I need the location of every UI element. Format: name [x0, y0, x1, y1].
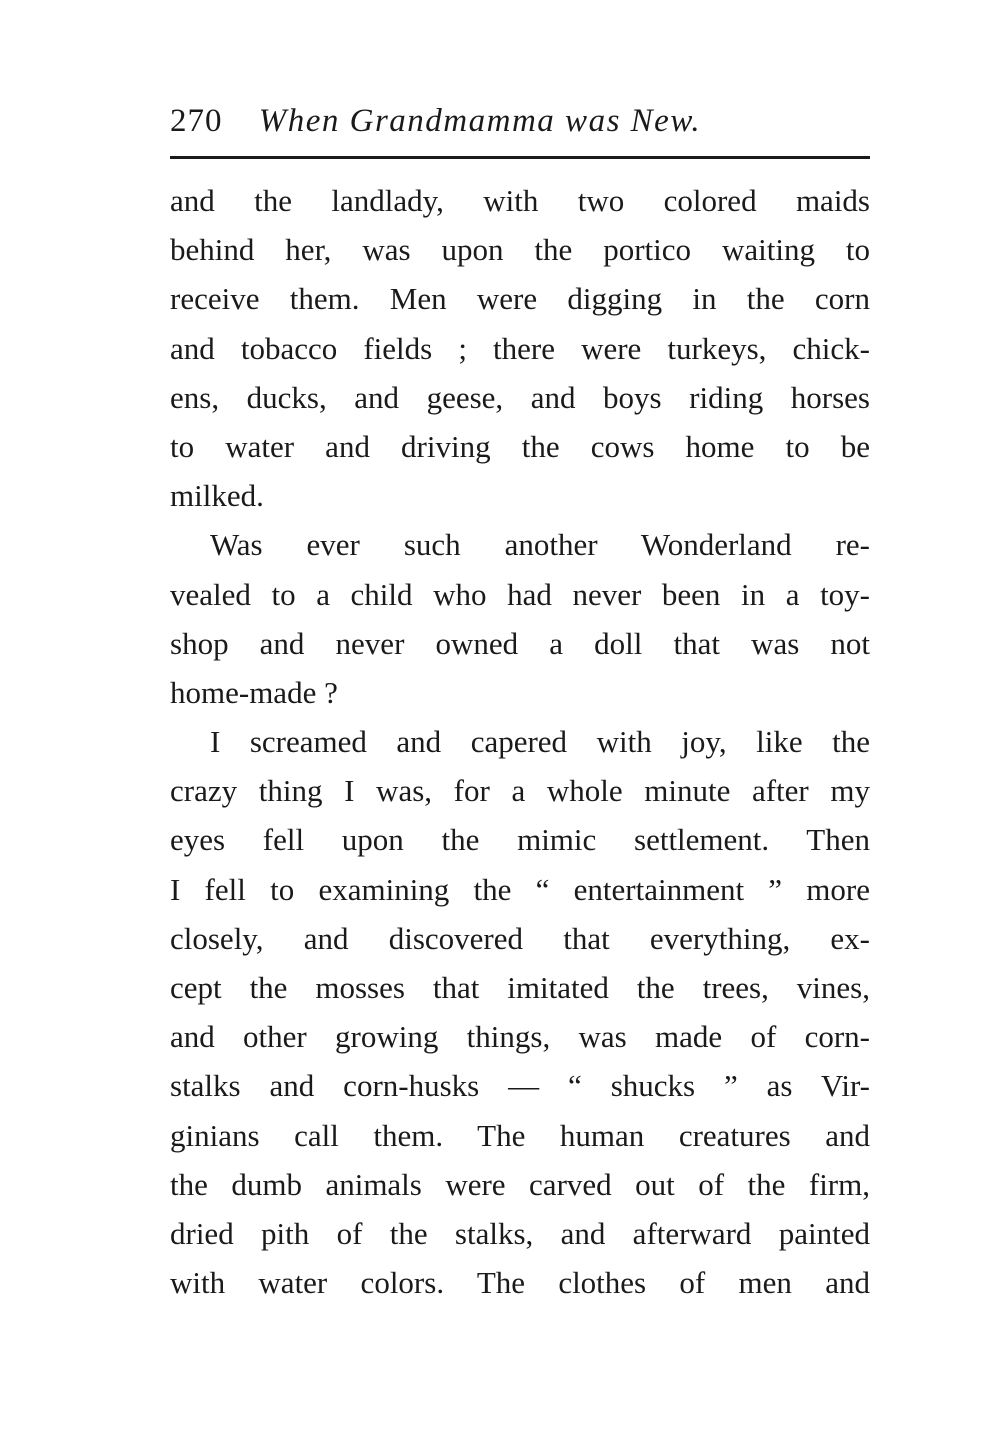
text-line: closely, and discovered that everything, ex- [170, 920, 870, 956]
text-line: vealed to a child who had never been in a toy- [170, 576, 870, 612]
text-line: behind her, was upon the portico waiting to [170, 232, 870, 268]
text-line: ginians call them. The human creatures and [170, 1117, 870, 1153]
text-line: with water colors. The clothes of men and [170, 1265, 870, 1301]
text-line: milked. [170, 478, 264, 514]
text-line: home-made ? [170, 674, 338, 710]
text-line: and tobacco fields ; there were turkeys, chick- [170, 330, 870, 366]
paragraph-1 [170, 176, 870, 520]
paragraph-3 [170, 717, 870, 1307]
text-line: stalks and corn-husks — “ shucks ” as Vir- [170, 1068, 870, 1104]
running-head [170, 96, 870, 146]
text-line: dried pith of the stalks, and afterward painted [170, 1215, 870, 1251]
text-line: shop and never owned a doll that was not [170, 625, 870, 661]
page-number: 270 [170, 103, 223, 139]
body-text [170, 176, 870, 1307]
text-line: to water and driving the cows home to be [170, 428, 870, 464]
text-line: crazy thing I was, for a whole minute after my [170, 773, 870, 809]
text-line: and other growing things, was made of corn- [170, 1019, 870, 1055]
text-line: and the landlady, with two colored maids [170, 183, 870, 218]
text-line: I fell to examining the “ entertainment ” more [170, 871, 870, 907]
running-title: When Grandmamma was New. [258, 103, 702, 139]
text-line: receive them. Men were digging in the corn [170, 281, 870, 317]
text-line: eyes fell upon the mimic settlement. Then [170, 822, 870, 858]
paragraph-2 [170, 520, 870, 717]
text-line: Was ever such another Wonderland re- [210, 527, 870, 563]
text-line: I screamed and capered with joy, like the [210, 724, 870, 760]
header-rule [170, 156, 870, 159]
text-line: the dumb animals were carved out of the firm, [170, 1166, 870, 1202]
text-line: cept the mosses that imitated the trees, vines, [170, 970, 870, 1005]
text-line: ens, ducks, and geese, and boys riding horses [170, 379, 870, 415]
